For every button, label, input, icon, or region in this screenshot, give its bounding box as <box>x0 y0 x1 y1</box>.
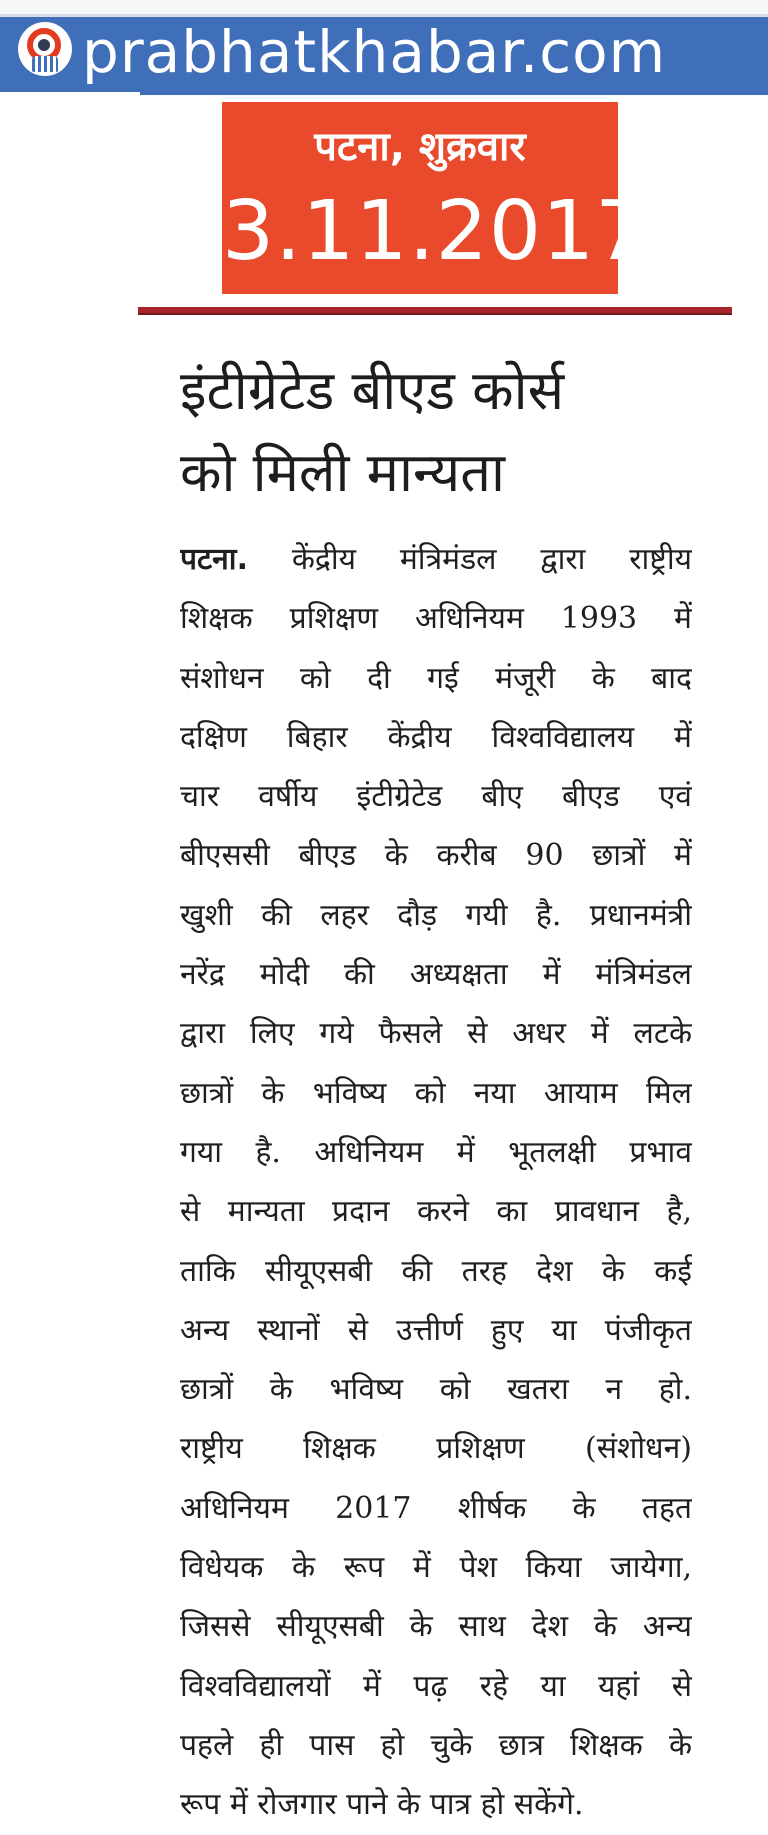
body-line: गया है. अधिनियम में भूतलक्षी प्रभाव <box>180 1134 692 1170</box>
body-line: ताकि सीयूएसबी की तरह देश के कई <box>180 1253 692 1289</box>
body-line: अन्य स्थानों से उत्तीर्ण हुए या पंजीकृत <box>180 1312 692 1348</box>
body-line: चार वर्षीय इंटीग्रेटेड बीए बीएड एवं <box>180 779 692 815</box>
dateline: पटना. <box>180 542 248 577</box>
article-body <box>180 530 692 1835</box>
headline-line: इंटीग्रेटेड बीएड कोर्स <box>180 359 565 422</box>
body-line: खुशी की लहर दौड़ गयी है. प्रधानमंत्री <box>180 897 692 933</box>
body-line: द्वारा लिए गये फैसले से अधर में लटके <box>180 1016 692 1052</box>
body-line: दक्षिण बिहार केंद्रीय विश्वविद्यालय में <box>180 719 692 755</box>
headline-line: को मिली मान्यता <box>180 441 505 504</box>
body-line: संशोधन को दी गई मंजूरी के बाद <box>180 660 692 696</box>
site-name: prabhatkhabar.com <box>82 18 667 86</box>
date-box <box>222 102 649 294</box>
body-line: शिक्षक प्रशिक्षण अधिनियम 1993 में <box>180 601 692 637</box>
body-line: विधेयक के रूप में पेश किया जायेगा, <box>180 1550 692 1586</box>
body-line: विश्वविद्यालयों में पढ़ रहे या यहां से <box>180 1668 692 1704</box>
body-line: से मान्यता प्रदान करने का प्रावधान है, <box>180 1194 692 1230</box>
body-line: नरेंद्र मोदी की अध्यक्षता में मंत्रिमंडल <box>180 957 692 993</box>
body-line <box>180 530 692 589</box>
headline <box>180 350 740 514</box>
body-line: जिससे सीयूएसबी के साथ देश के अन्य <box>180 1609 692 1645</box>
body-text: केंद्रीय मंत्रिमंडल द्वारा राष्ट्रीय <box>291 542 692 577</box>
body-line: छात्रों के भविष्य को नया आयाम मिल <box>180 1075 692 1111</box>
body-line: राष्ट्रीय शिक्षक प्रशिक्षण (संशोधन) <box>180 1431 692 1467</box>
logo-hand <box>32 56 58 72</box>
masthead-notch <box>0 92 140 100</box>
body-line: बीएससी बीएड के करीब 90 छात्रों में <box>180 838 692 874</box>
masthead <box>0 0 768 96</box>
logo-icon <box>18 22 72 76</box>
body-line: पहले ही पास हो चुके छात्र शिक्षक के <box>180 1727 692 1763</box>
body-line: छात्रों के भविष्य को खतरा न हो. <box>180 1372 692 1408</box>
body-line: अधिनियम 2017 शीर्षक के तहत <box>180 1490 692 1526</box>
divider-rule <box>138 307 732 315</box>
logo-dot <box>38 39 50 51</box>
body-line: रूप में रोजगार पाने के पात्र हो सकेंगे. <box>180 1787 584 1823</box>
date-city-day: पटना, शुक्रवार <box>314 124 526 170</box>
date-value: 3.11.2017 <box>222 184 649 279</box>
